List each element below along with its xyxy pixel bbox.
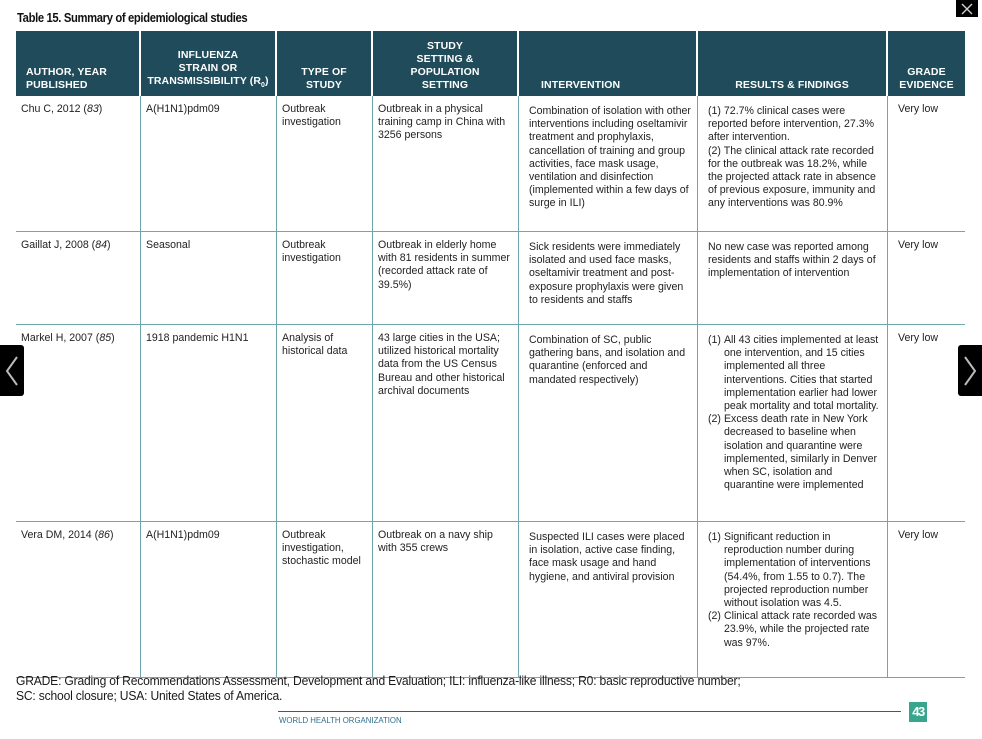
finding-number: (2) <box>708 610 721 623</box>
header-text: STUDY <box>426 40 464 52</box>
finding-number: (1) <box>708 105 721 117</box>
intervention-cell: Combination of isolation with other interventions including oseltamivir treatment and prophylaxis, cancellation of training and group activities, face mask usage, ventilation and disinfection (implemented within a few days of surge in ILI) <box>519 96 698 232</box>
column-header-strain <box>141 31 277 96</box>
finding-number: (2) <box>708 144 721 157</box>
reference-link[interactable]: 86 <box>98 529 110 541</box>
column-header-grade <box>888 31 965 96</box>
finding-text: 72.7% clinical cases were reported before intervention, 27.3% after intervention. <box>708 105 875 144</box>
results-cell <box>698 96 888 232</box>
finding-text: The clinical attack rate recorded for the outbreak was 18.2%, while the projected attack rate in absence of previous exposure, immunity and any interventions was 80.9% <box>708 144 876 210</box>
study-type-cell: Outbreak investigation <box>277 232 373 325</box>
close-button[interactable] <box>956 0 978 17</box>
setting-cell: Outbreak on a navy ship with 355 crews <box>373 522 519 678</box>
author-cell <box>16 522 141 678</box>
finding-item <box>708 334 881 413</box>
author-cell <box>16 232 141 325</box>
author-text: ) <box>107 239 111 251</box>
header-text: INTERVENTION <box>541 79 621 91</box>
finding-text: Clinical attack rate recorded was 23.9%, while the projected rate was 97%. <box>723 610 878 649</box>
grade-cell: Very low <box>888 522 965 678</box>
study-type-cell: Outbreak investigation <box>277 96 373 232</box>
column-header-setting <box>373 31 519 96</box>
author-text: ) <box>111 332 115 344</box>
header-text: SETTING <box>421 79 469 91</box>
results-cell <box>698 522 888 678</box>
finding-text: All 43 cities implemented at least one intervention, and 15 cities implemented all three interventions. Cities that started implementation earlier had lower peak mortality and total mortality. <box>723 334 879 413</box>
header-text: GRADE <box>907 66 946 78</box>
table-title: Table 15. Summary of epidemiological studies <box>17 11 248 25</box>
intervention-cell: Combination of SC, public gathering bans, and isolation and quarantine (enforced and mandated respectively) <box>519 325 698 522</box>
author-text: Markel H, 2007 ( <box>21 332 100 344</box>
finding-item <box>708 413 881 492</box>
finding-text: No new case was reported among residents and staffs within 2 days of implementation of intervention <box>708 241 876 280</box>
finding-number: (1) <box>708 334 721 346</box>
finding-item <box>708 241 881 281</box>
results-cell <box>698 325 888 522</box>
strain-cell: Seasonal <box>141 232 277 325</box>
column-header-results <box>698 31 888 96</box>
column-header-intervention <box>519 31 698 96</box>
header-text: INFLUENZA <box>177 48 239 61</box>
strain-cell: 1918 pandemic H1N1 <box>141 325 277 522</box>
author-text: Gaillat J, 2008 ( <box>21 239 96 251</box>
grade-cell: Very low <box>888 96 965 232</box>
study-type-cell: Analysis of historical data <box>277 325 373 522</box>
header-text: ) <box>265 74 269 87</box>
intervention-cell: Sick residents were immediately isolated and used face masks, oseltamivir treatment and post-exposure prophylaxis were given to residents and staffs <box>519 232 698 325</box>
study-type-cell: Outbreak investigation, stochastic model <box>277 522 373 678</box>
grade-cell: Very low <box>888 325 965 522</box>
header-text: STUDY <box>305 79 343 91</box>
setting-cell: 43 large cities in the USA; utilized historical mortality data from the US Census Bureau and other historical archival documents <box>373 325 519 522</box>
header-text: SETTING & <box>416 53 474 65</box>
finding-text: Excess death rate in New York decreased to baseline when isolation and quarantine were implemented, similarly in Denver when SC, isolation and quarantine were implemented <box>723 413 878 492</box>
table-row <box>16 96 965 232</box>
finding-item <box>708 145 881 211</box>
footnote-line: SC: school closure; USA: United States of America. <box>16 688 283 703</box>
author-text: ) <box>98 103 103 115</box>
footer-organization: WORLD HEALTH ORGANIZATION <box>279 715 402 725</box>
header-text: EVIDENCE <box>899 79 954 91</box>
intervention-cell: Suspected ILI cases were placed in isolation, active case finding, face mask usage and hand hygiene, and antiviral provision <box>519 522 698 678</box>
reference-link[interactable]: 85 <box>99 332 112 344</box>
header-text: RESULTS & FINDINGS <box>735 79 849 91</box>
finding-item <box>708 610 881 650</box>
footer-divider <box>278 711 901 712</box>
header-text: POPULATION <box>410 66 480 78</box>
close-x-icon <box>961 3 973 15</box>
setting-cell: Outbreak in elderly home with 81 residents in summer (recorded attack rate of 39.5%) <box>373 232 519 325</box>
header-subscript: 0 <box>261 82 266 89</box>
grade-cell: Very low <box>888 232 965 325</box>
header-text: AUTHOR, YEAR <box>26 66 107 78</box>
header-text: PUBLISHED <box>26 79 88 91</box>
finding-text: Significant reduction in reproduction number during implementation of interventions (54.4%, from 1.55 to 0.7). The projected reproduction number without isolation was 4.5. <box>723 531 871 610</box>
footnote-line: GRADE: Grading of Recommendations Assessment, Development and Evaluation; ILI: influenza-like illness; R0: basic reproductive number; <box>16 673 741 688</box>
reference-link[interactable]: 84 <box>95 239 107 251</box>
column-header-author <box>16 31 141 96</box>
epidemiological-studies-table <box>16 31 965 678</box>
table-row <box>16 232 965 325</box>
reference-link[interactable]: 83 <box>86 103 99 115</box>
author-text: ) <box>109 529 114 541</box>
header-text: STRAIN OR <box>178 61 238 74</box>
page-number-badge: 43 <box>909 702 927 722</box>
strain-cell: A(H1N1)pdm09 <box>141 96 277 232</box>
author-text: Chu C, 2012 ( <box>21 103 87 115</box>
chevron-right-icon <box>963 355 977 387</box>
table-header-row <box>16 31 965 96</box>
table-row <box>16 325 965 522</box>
author-text: Vera DM, 2014 ( <box>21 529 99 541</box>
setting-cell: Outbreak in a physical training camp in China with 3256 persons <box>373 96 519 232</box>
table-row <box>16 522 965 678</box>
author-cell <box>16 96 141 232</box>
table-footnote <box>16 673 853 703</box>
column-header-study-type <box>277 31 373 96</box>
finding-item <box>708 105 881 145</box>
header-text: TRANSMISSIBILITY (R <box>147 74 262 87</box>
finding-number: (2) <box>708 413 721 426</box>
strain-cell: A(H1N1)pdm09 <box>141 522 277 678</box>
header-text: TYPE OF <box>301 66 347 78</box>
author-cell <box>16 325 141 522</box>
results-cell <box>698 232 888 325</box>
finding-item <box>708 531 881 610</box>
finding-number: (1) <box>708 531 721 543</box>
